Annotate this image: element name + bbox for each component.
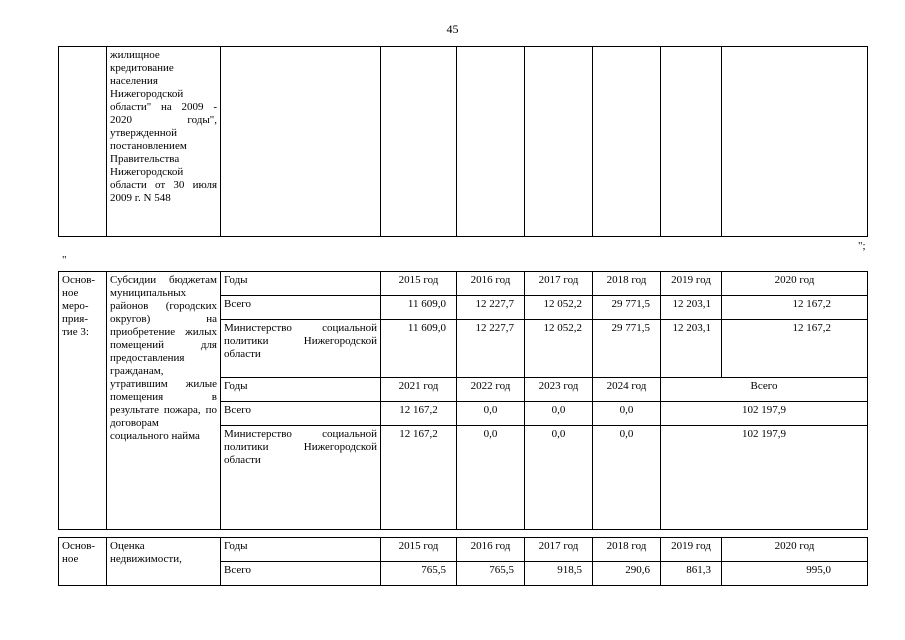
value-cell: 12 052,2 [525,296,593,320]
next-activity-table [58,537,868,586]
year-header: 2020 год [722,272,868,296]
grand-total-cell: 102 197,9 [661,426,868,530]
empty-cell [722,47,868,237]
value-cell: 0,0 [593,426,661,530]
year-header: 2024 год [593,378,661,402]
year-header: 2019 год [661,272,722,296]
empty-cell [381,47,457,237]
value-cell: 12 227,7 [457,320,525,378]
year-header: 2017 год [525,272,593,296]
value-cell: 0,0 [457,402,525,426]
value-cell: 12 052,2 [525,320,593,378]
value-cell: 861,3 [661,562,722,586]
continuation-table [58,46,868,237]
closing-quote-mark: "; [858,240,866,252]
program-description-cell: жилищное кредитование населения Нижегородской области" на 2009 - 2020 годы", утвержденной постановлением Правительства Нижегородской области от 30 июля 2009 г. N 548 [107,47,221,237]
year-header: 2023 год [525,378,593,402]
value-cell: 12 203,1 [661,296,722,320]
year-header: 2018 год [593,272,661,296]
year-header: 2021 год [381,378,457,402]
year-header: 2019 год [661,538,722,562]
year-header: 2015 год [381,272,457,296]
value-cell: 29 771,5 [593,296,661,320]
year-header: 2015 год [381,538,457,562]
year-header: 2016 год [457,538,525,562]
years-label: Годы [221,272,381,296]
years-label: Годы [221,538,381,562]
value-cell: 765,5 [457,562,525,586]
value-cell: 995,0 [722,562,868,586]
empty-cell [221,47,381,237]
value-cell: 765,5 [381,562,457,586]
page-number: 45 [446,22,459,36]
value-cell: 12 167,2 [722,296,868,320]
years-label: Годы [221,378,381,402]
value-cell: 12 203,1 [661,320,722,378]
empty-cell [661,47,722,237]
value-cell: 918,5 [525,562,593,586]
value-cell: 29 771,5 [593,320,661,378]
activity-description-cell: Оценка недвижимости, [107,538,221,586]
empty-cell [593,47,661,237]
total-label: Всего [221,296,381,320]
value-cell: 0,0 [525,402,593,426]
total-label: Всего [221,402,381,426]
grand-total-cell: 102 197,9 [661,402,868,426]
total-label: Всего [221,562,381,586]
year-header: 2020 год [722,538,868,562]
opening-quote-mark: " [62,254,67,266]
ministry-label: Министерство социальной политики Нижегородской области [221,426,381,530]
empty-cell [457,47,525,237]
value-cell: 12 227,7 [457,296,525,320]
ministry-label: Министерство социальной политики Нижегородской области [221,320,381,378]
activity-label-cell: Основ- ное меро- прия- тие 3: [59,272,107,530]
value-cell: 12 167,2 [381,426,457,530]
value-cell: 11 609,0 [381,296,457,320]
empty-cell [525,47,593,237]
year-header: 2017 год [525,538,593,562]
activity-description-cell: Субсидии бюджетам муниципальных районов (городских округов) на приобретение жилых помещений для предоставления гражданам, утратившим жилые помещения в результате пожара, по договорам социального найма [107,272,221,530]
activity-3-table [58,271,868,530]
value-cell: 0,0 [525,426,593,530]
empty-label-cell [59,47,107,237]
year-header: 2016 год [457,272,525,296]
value-cell: 290,6 [593,562,661,586]
value-cell: 11 609,0 [381,320,457,378]
value-cell: 0,0 [593,402,661,426]
year-header: 2022 год [457,378,525,402]
value-cell: 0,0 [457,426,525,530]
activity-label-cell: Основ- ное [59,538,107,586]
year-header: 2018 год [593,538,661,562]
value-cell: 12 167,2 [722,320,868,378]
total-header: Всего [661,378,868,402]
value-cell: 12 167,2 [381,402,457,426]
